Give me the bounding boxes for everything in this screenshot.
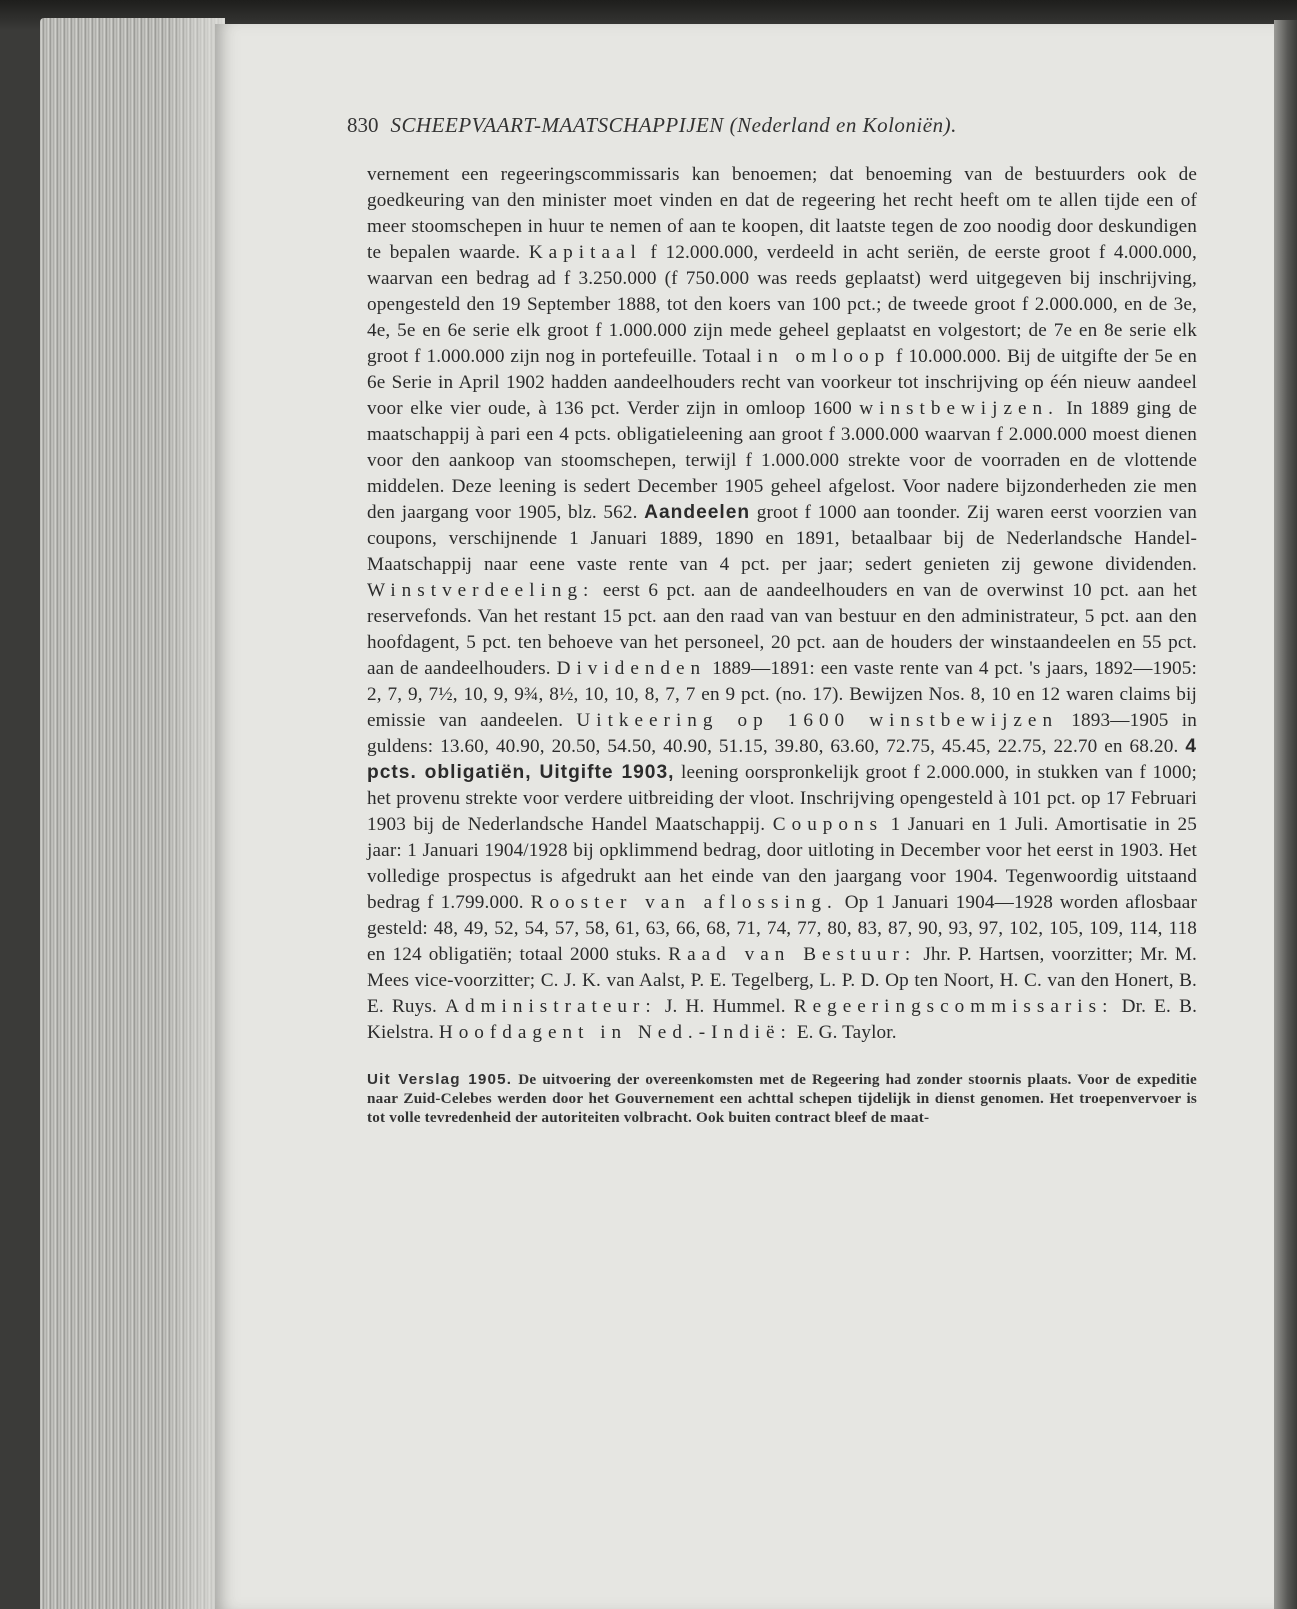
spaced-keyword-winstverdeeling: Winstverdeeling: bbox=[367, 580, 595, 601]
text-segment: Op 1 Januari 1904—1928 worden aflosbaar gesteld: 48, 49, 52, 54, 57, 58, 61, 63, 66, 68, 71, 74, 77, 80, 83, 87, 90, 93, 97, 102, 105, 109, 114, 118 en 124 obligatiën; totaal 2000 stuks. bbox=[367, 892, 1197, 965]
text-segment: 1893—1905 in guldens: 13.60, 40.90, 20.50, 54.50, 40.90, 51.15, 39.80, 63.60, 72.75, 45.45, 22.75, 22.70 en 68.20. bbox=[367, 710, 1197, 757]
spaced-keyword-hoofdagent: Hoofdagent in Ned.-Indië: bbox=[438, 1022, 792, 1043]
spaced-keyword-winstbewijzen: winstbewijzen. bbox=[859, 398, 1059, 419]
text-segment: f 12.000.000, verdeeld in acht seriën, de eerste groot f 4.000.000, waarvan een bedrag ad f 3.250.000 (f 750.000 was reeds geplaatst) werd uitgegeven bij inschrijving, opengesteld den 19 September 1888, tot den koers van 100 pct.; de tweede groot f 2.000.000, en de 3e, 4e, 5e en 6e serie elk groot f 1.000.000 zijn mede geheel geplaatst en volgestort; de 7e en 8e serie elk groot f 1.000.000 zijn nog in portefeuille. Totaal bbox=[367, 242, 1197, 367]
report-excerpt bbox=[367, 1070, 1197, 1127]
running-head-title: SCHEEPVAART-MAATSCHAPPIJEN (Nederland en Koloniën). bbox=[390, 113, 957, 137]
heading-obligatien: 4 pcts. obligatiën, Uitgifte 1903, bbox=[367, 736, 1197, 783]
spaced-keyword-raad-van-bestuur: Raad van Bestuur: bbox=[668, 944, 917, 965]
page-stack-edges bbox=[40, 18, 225, 1609]
heading-aandeelen: Aandeelen bbox=[644, 502, 751, 523]
spaced-keyword-regeeringscommissaris: Regeeringscommissaris: bbox=[793, 996, 1114, 1017]
text-segment: eerst 6 pct. aan de aandeelhouders en van de overwinst 10 pct. aan het reservefonds. Van het restant 15 pct. aan den raad van van bestuur en den administrateur, 5 pct. aan den hoofdagent, 5 pct. ten behoeve van het personeel, 20 pct. aan de houders der winstaandeelen en 55 pct. aan de aandeelhouders. bbox=[367, 580, 1197, 679]
report-heading: Uit Verslag 1905. bbox=[367, 1071, 513, 1088]
text-segment: E. G. Taylor. bbox=[796, 1022, 897, 1043]
page-content bbox=[347, 113, 1198, 1127]
text-segment: vernement een regeeringscommissaris kan benoemen; dat benoeming van de bestuurders ook de goedkeuring van den minister moet vinden en dat de regeering het recht heeft om te allen tijde een of meer stoomschepen in huur te nemen of aan te koopen, dit laatste tegen de zoo noodig door deskundigen te bepalen waarde. bbox=[367, 164, 1197, 263]
text-segment: leening oorspronkelijk groot f 2.000.000, in stukken van f 1000; het provenu strekte voor verdere uitbreiding der vloot. Inschrijving opengesteld à 101 pct. op 17 Februari 1903 bij de Nederlandsche Handel Maatschappij. bbox=[367, 762, 1198, 835]
text-segment: groot f 1000 aan toonder. Zij waren eerst voorzien van coupons, verschijnende 1 Januari 1889, 1890 en 1891, betaalbaar bij de Nederlandsche Handel-Maatschappij naar eene vaste rente van 4 pct. per jaar; sedert genieten zij gewone dividenden. bbox=[367, 502, 1197, 575]
main-paragraph bbox=[367, 162, 1197, 1046]
text-segment: 1 Januari en 1 Juli. Amortisatie in 25 jaar: 1 Januari 1904/1928 bij opklimmend bedrag, door uitloting in December voor het eerst in 1903. Het volledige prospectus is afgedrukt aan het einde van den jaargang voor 1904. Tegenwoordig uitstaand bedrag f 1.799.000. bbox=[367, 814, 1197, 913]
page-number: 830 bbox=[347, 113, 379, 137]
spaced-keyword-coupons: Coupons bbox=[772, 814, 884, 835]
spaced-keyword-administrateur: Administrateur: bbox=[445, 996, 657, 1017]
scan-border-right bbox=[1274, 20, 1297, 1609]
text-segment: f 10.000.000. Bij de uitgifte der 5e en 6e Serie in April 1902 hadden aandeelhouders recht van voorkeur tot inschrijving op één nieuw aandeel voor elke vier oude, à 136 pct. Verder zijn in omloop 1600 bbox=[367, 346, 1198, 419]
spaced-keyword-dividenden: Dividenden bbox=[556, 658, 707, 679]
text-segment: In 1889 ging de maatschappij à pari een 4 pcts. obligatieleening aan groot f 3.000.000 waarvan f 2.000.000 moest dienen voor den aankoop van stoomschepen, terwijl f 1.000.000 strekte voor de voorraden en de vlottende middelen. Deze leening is sedert December 1905 geheel afgelost. Voor nadere bijzonderheden zie men den jaargang voor 1905, blz. 562. bbox=[367, 398, 1198, 523]
text-segment: 1889—1891: een vaste rente van 4 pct. 's jaars, 1892—1905: 2, 7, 9, 7½, 10, 9, 9¾, 8½, 10, 10, 8, 7, 7 en 9 pct. (no. 17). Bewijzen Nos. 8, 10 en 12 waren claims bij emissie van aandeelen. bbox=[367, 658, 1197, 731]
spaced-keyword-uitkeering: Uitkeering op 1600 winstbewijzen bbox=[576, 710, 1059, 731]
spaced-keyword-kapitaal: Kapitaal bbox=[528, 242, 642, 263]
spaced-keyword-rooster: Rooster van aflossing. bbox=[530, 892, 838, 913]
spaced-keyword-in-omloop: in omloop bbox=[756, 346, 891, 367]
running-head bbox=[347, 113, 1197, 138]
text-segment: Dr. E. B. Kielstra. bbox=[367, 996, 1198, 1043]
text-segment: J. H. Hummel. bbox=[664, 996, 786, 1017]
text-segment: Jhr. P. Hartsen, voorzitter; Mr. M. Mees vice-voorzitter; C. J. K. van Aalst, P. E. Tegelberg, L. P. D. Op ten Noort, H. C. van den Honert, B. E. Ruys. bbox=[367, 944, 1198, 1017]
report-text: De uitvoering der overeenkomsten met de Regeering had zonder stoornis plaats. Voor de expeditie naar Zuid-Celebes werden door het Gouvernement een achttal schepen tijdelijk in dienst genomen. Het troepenvervoer is tot volle tevredenheid der autoriteiten volbracht. Ook buiten contract bleef de maat- bbox=[367, 1071, 1197, 1126]
